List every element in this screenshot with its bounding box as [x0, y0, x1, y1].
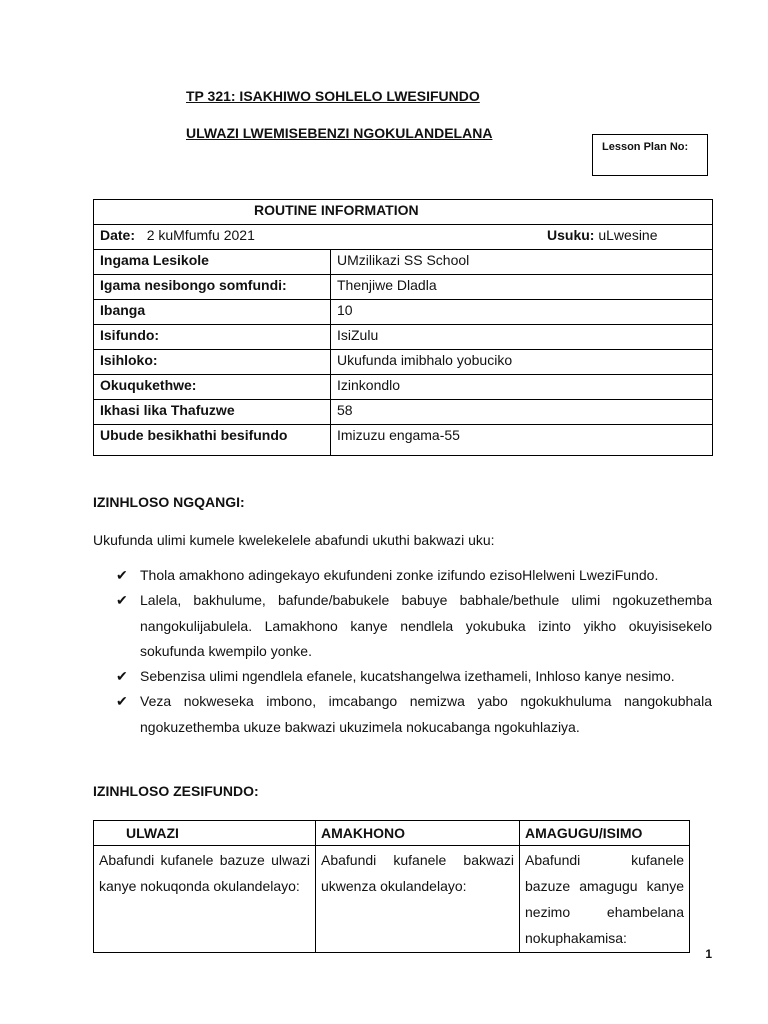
row-label: Ikhasi lika Thafuzwe [94, 400, 331, 425]
row-label: Ingama Lesikole [94, 250, 331, 275]
row-value: 10 [331, 300, 713, 325]
lesson-plan-label: Lesson Plan No: [602, 141, 689, 153]
date-label: Date: [100, 227, 136, 243]
lesson-aims-table [93, 820, 690, 953]
checkmark-icon: ✔ [116, 592, 128, 609]
list-item-text: Veza nokweseka imbono, imcabango nemizwa yabo ngokukhuluma nangokubhala ngokuzethemba ukuze bakwazi ukuzimela nokucabanga ngokuhlaziya. [140, 693, 712, 735]
date-value: 2 kuMfumfu 2021 [146, 227, 255, 243]
table-row [94, 250, 713, 275]
list-item [116, 563, 712, 588]
table-row [94, 400, 713, 425]
table-header-row [94, 821, 690, 846]
row-value: IsiZulu [331, 325, 713, 350]
column-header: AMAGUGU/ISIMO [520, 821, 690, 846]
document-subtitle: ULWAZI LWEMISEBENZI NGOKULANDELANA [186, 125, 493, 141]
list-item-text: Thola amakhono adingekayo ekufundeni zonke izifundo ezisoHlelweni LweziFundo. [140, 567, 659, 583]
row-value: UMzilikazi SS School [331, 250, 713, 275]
list-item-text: Sebenzisa ulimi ngendlela efanele, kucatshangelwa izethameli, Inhloso kanye nesimo. [140, 668, 675, 685]
row-value: 58 [331, 400, 713, 425]
table-cell: Abafundi kufanele bakwazi ukwenza okulandelayo: [316, 846, 520, 953]
document-title: TP 321: ISAKHIWO SOHLELO LWESIFUNDO [186, 88, 480, 104]
lesson-aims-heading: IZINHLOSO ZESIFUNDO: [93, 783, 259, 799]
list-item-text: Lalela, bakhulume, bafunde/babukele babuye babhale/bethule ulimi ngokuzethemba nangokulijabulela. Lamakhono kanye nendlela yokubuka izinto yikho okuyisisekelo sokufunda kwempilo yonke. [140, 592, 712, 659]
row-label: Isihloko: [94, 350, 331, 375]
lesson-plan-number-box [592, 134, 708, 176]
page-number: 1 [705, 947, 712, 961]
general-aims-intro: Ukufunda ulimi kumele kwelekelele abafundi ukuthi bakwazi uku: [93, 532, 495, 548]
checkmark-icon: ✔ [116, 693, 128, 710]
column-header: ULWAZI [94, 821, 316, 846]
routine-date-row [94, 225, 713, 250]
list-item [116, 689, 712, 740]
row-value: Izinkondlo [331, 375, 713, 400]
table-row [94, 425, 713, 456]
table-row [94, 275, 713, 300]
table-row [94, 350, 713, 375]
day-label: Usuku: [547, 227, 595, 243]
row-label: Isifundo: [94, 325, 331, 350]
day-value: uLwesine [598, 227, 658, 243]
list-item [116, 664, 712, 689]
routine-heading: ROUTINE INFORMATION [94, 200, 713, 225]
row-value: Imizuzu engama-55 [331, 425, 713, 456]
table-row [94, 300, 713, 325]
row-label: Ubude besikhathi besifundo [94, 425, 331, 456]
row-value: Thenjiwe Dladla [331, 275, 713, 300]
table-row [94, 846, 690, 953]
checkmark-icon: ✔ [116, 567, 128, 583]
column-header: AMAKHONO [316, 821, 520, 846]
routine-information-table [93, 199, 713, 456]
row-label: Igama nesibongo somfundi: [94, 275, 331, 300]
checkmark-icon: ✔ [116, 668, 128, 685]
table-cell: Abafundi kufanele bazuze ulwazi kanye nokuqonda okulandelayo: [94, 846, 316, 953]
table-cell: Abafundi kufanele bazuze amagugu kanye nezimo ehambelana nokuphakamisa: [520, 846, 690, 953]
row-label: Okuqukethwe: [94, 375, 331, 400]
row-label: Ibanga [94, 300, 331, 325]
table-row [94, 325, 713, 350]
general-aims-heading: IZINHLOSO NGQANGI: [93, 494, 245, 510]
table-row [94, 375, 713, 400]
general-aims-list [116, 563, 712, 740]
list-item [116, 588, 712, 664]
row-value: Ukufunda imibhalo yobuciko [331, 350, 713, 375]
